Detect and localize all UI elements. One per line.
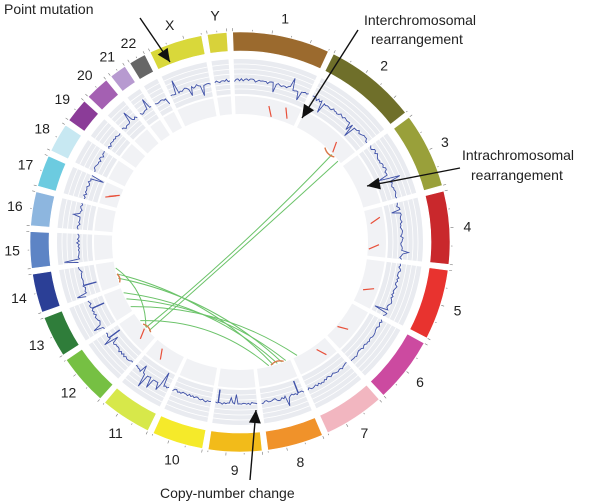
chromosome-label-20: 20 — [77, 66, 93, 83]
annotation-intrachromosomal-1: Intrachromosomal — [462, 147, 575, 163]
tick-mark — [148, 49, 149, 52]
tick-mark — [73, 374, 75, 376]
tick-mark — [443, 184, 446, 185]
tick-mark — [103, 403, 104, 404]
mutation-track-bg — [94, 207, 115, 232]
tick-mark — [420, 132, 421, 133]
chromosome-band-4 — [425, 191, 450, 264]
chromosome-band-21 — [111, 66, 135, 91]
tick-mark — [34, 185, 37, 186]
chromosome-label-3: 3 — [440, 133, 449, 150]
tick-mark — [364, 413, 365, 414]
annotation-interchromosomal-2: rearrangement — [371, 31, 463, 47]
tick-mark — [66, 118, 68, 120]
chromosome-label-9: 9 — [230, 461, 239, 478]
chromosome-band-22 — [130, 55, 154, 80]
tick-mark — [40, 170, 41, 171]
chromosome-label-4: 4 — [463, 218, 472, 235]
tick-mark — [45, 154, 48, 155]
tick-mark — [40, 318, 43, 319]
mutation-track-bg — [94, 235, 113, 261]
tick-mark — [310, 40, 311, 43]
tick-mark — [95, 86, 96, 87]
tick-mark — [116, 69, 117, 70]
tick-mark — [86, 387, 87, 388]
chromosome-label-6: 6 — [416, 373, 424, 390]
tick-mark — [168, 441, 169, 444]
chromosome-label-10: 10 — [164, 451, 180, 468]
tick-mark — [81, 98, 83, 100]
tick-mark — [116, 414, 118, 416]
tick-mark — [38, 313, 41, 314]
copy-number-track-bg — [384, 198, 423, 262]
tick-mark — [437, 166, 438, 167]
tick-mark — [410, 115, 412, 117]
tick-mark — [128, 60, 130, 63]
chromosome-band-20 — [88, 80, 118, 110]
tick-mark — [430, 148, 433, 149]
tick-mark — [416, 358, 417, 359]
tick-mark — [202, 450, 203, 453]
mutation-track-bg — [364, 207, 386, 258]
data-tracks — [57, 59, 423, 425]
chromosome-label-22: 22 — [120, 35, 137, 52]
tick-mark — [108, 73, 110, 75]
chromosome-band-19 — [69, 101, 98, 131]
chromosome-label-13: 13 — [28, 337, 45, 354]
tick-mark — [60, 356, 63, 358]
tick-mark — [381, 83, 382, 84]
tick-mark — [366, 70, 368, 72]
chromosome-band-8 — [265, 418, 322, 450]
tick-mark — [56, 136, 57, 137]
chromosome-label-17: 17 — [17, 156, 34, 173]
tick-mark — [406, 111, 407, 112]
tick-mark — [350, 61, 351, 62]
annotation-point-mutation: Point mutation — [4, 1, 94, 17]
chromosome-label-11: 11 — [108, 425, 123, 442]
tick-mark — [136, 57, 137, 58]
tick-mark — [394, 96, 396, 98]
chromosome-label-19: 19 — [54, 91, 71, 108]
tick-mark — [384, 396, 386, 398]
tick-mark — [32, 191, 35, 192]
tick-mark — [287, 448, 288, 451]
interchromosomal-link — [146, 155, 332, 328]
mutation-track-bg — [218, 369, 256, 388]
chromosome-label-1: 1 — [281, 10, 290, 27]
tick-mark — [346, 424, 348, 427]
chromosome-label-21: 21 — [99, 48, 116, 65]
chromosome-band-18 — [51, 125, 81, 159]
tick-mark — [50, 337, 51, 338]
chromosome-label-Y: Y — [210, 7, 220, 24]
tick-mark — [334, 50, 335, 53]
chromosome-label-16: 16 — [7, 197, 23, 214]
tick-mark — [396, 384, 397, 385]
tick-mark — [85, 94, 87, 96]
chromosome-label-5: 5 — [453, 302, 462, 319]
chromosome-label-X: X — [165, 17, 175, 34]
tick-mark — [380, 400, 382, 402]
tick-mark — [407, 371, 409, 373]
chromosome-label-15: 15 — [4, 242, 20, 259]
chromosome-band-16 — [31, 192, 55, 227]
annotation-copy-number-change: Copy-number change — [160, 485, 295, 501]
tick-mark — [98, 399, 100, 401]
annotation-interchromosomal-1: Interchromosomal — [364, 12, 477, 28]
tick-mark — [143, 51, 144, 54]
tick-mark — [428, 338, 431, 339]
annotation-intrachromosomal-2: rearrangement — [471, 167, 563, 183]
tick-mark — [104, 77, 106, 79]
tick-mark — [74, 109, 75, 110]
tick-mark — [329, 49, 330, 50]
chromosome-band-10 — [153, 416, 206, 449]
chromosome-label-12: 12 — [60, 384, 77, 401]
tick-mark — [146, 432, 147, 435]
chromosome-label-8: 8 — [296, 453, 305, 470]
tick-mark — [441, 305, 444, 306]
tick-mark — [445, 190, 448, 191]
chromosome-band-Y — [207, 32, 228, 53]
tick-mark — [435, 322, 436, 323]
tick-mark — [166, 43, 167, 44]
tick-mark — [323, 436, 324, 439]
chromosome-band-17 — [38, 156, 66, 191]
tick-mark — [123, 63, 125, 66]
chromosome-band-15 — [30, 232, 51, 269]
chromosome-band-14 — [32, 271, 60, 312]
chromosome-label-7: 7 — [360, 425, 369, 442]
chromosome-label-14: 14 — [11, 289, 27, 306]
mutation-track-bg — [217, 96, 232, 115]
tick-mark — [64, 361, 65, 362]
chromosome-label-18: 18 — [34, 120, 50, 137]
tick-mark — [183, 36, 184, 39]
tick-mark — [328, 434, 329, 435]
tick-mark — [425, 344, 428, 345]
chromosome-label-2: 2 — [380, 57, 389, 74]
mutation-track-bg — [96, 262, 120, 291]
tick-mark — [47, 149, 50, 150]
tick-mark — [152, 434, 153, 435]
tick-mark — [62, 123, 64, 125]
tick-mark — [131, 423, 132, 424]
